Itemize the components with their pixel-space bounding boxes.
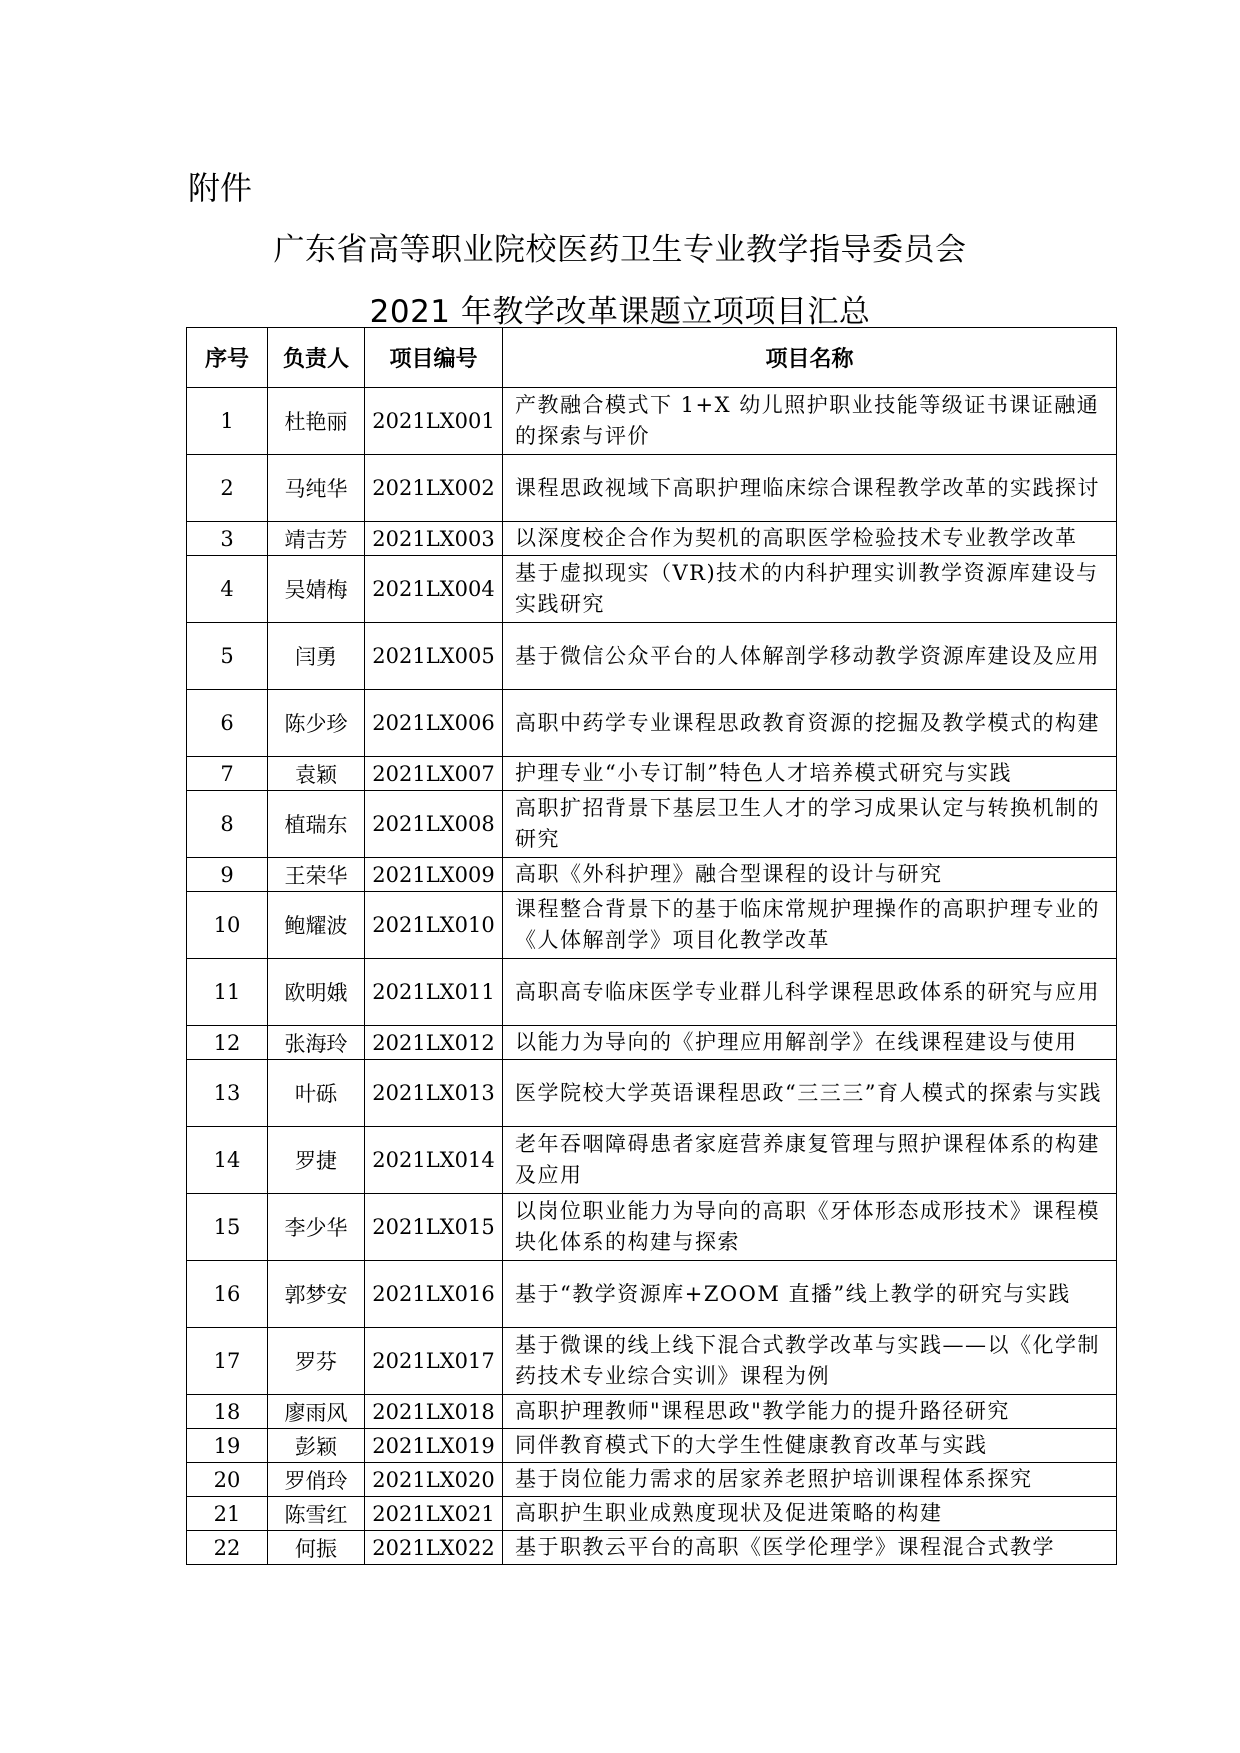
cell-leader: 陈雪红 — [268, 1497, 365, 1531]
cell-seq: 14 — [187, 1127, 268, 1194]
table-row — [187, 1026, 1117, 1060]
table-row — [187, 959, 1117, 1026]
cell-seq: 9 — [187, 858, 268, 892]
cell-leader: 李少华 — [268, 1194, 365, 1261]
cell-leader: 鲍耀波 — [268, 892, 365, 959]
cell-seq: 18 — [187, 1395, 268, 1429]
cell-project-name: 基于岗位能力需求的居家养老照护培训课程体系探究 — [503, 1463, 1117, 1497]
cell-leader: 陈少珍 — [268, 690, 365, 757]
cell-code: 2021LX001 — [365, 388, 503, 455]
cell-code: 2021LX011 — [365, 959, 503, 1026]
cell-code: 2021LX020 — [365, 1463, 503, 1497]
cell-leader: 欧明娥 — [268, 959, 365, 1026]
cell-code: 2021LX003 — [365, 522, 503, 556]
cell-project-name: 高职扩招背景下基层卫生人才的学习成果认定与转换机制的研究 — [503, 791, 1117, 858]
header-code: 项目编号 — [365, 328, 503, 388]
cell-project-name: 高职护理教师"课程思政"教学能力的提升路径研究 — [503, 1395, 1117, 1429]
cell-project-name: 高职高专临床医学专业群儿科学课程思政体系的研究与应用 — [503, 959, 1117, 1026]
cell-leader: 袁颖 — [268, 757, 365, 791]
cell-code: 2021LX002 — [365, 455, 503, 522]
cell-leader: 张海玲 — [268, 1026, 365, 1060]
cell-code: 2021LX022 — [365, 1531, 503, 1565]
cell-seq: 17 — [187, 1328, 268, 1395]
cell-seq: 11 — [187, 959, 268, 1026]
table-row — [187, 690, 1117, 757]
cell-project-name: 基于微课的线上线下混合式教学改革与实践——以《化学制药技术专业综合实训》课程为例 — [503, 1328, 1117, 1395]
cell-code: 2021LX016 — [365, 1261, 503, 1328]
project-table — [186, 327, 1117, 1565]
table-row — [187, 858, 1117, 892]
table-row — [187, 522, 1117, 556]
cell-leader: 罗芬 — [268, 1328, 365, 1395]
cell-seq: 3 — [187, 522, 268, 556]
cell-project-name: 同伴教育模式下的大学生性健康教育改革与实践 — [503, 1429, 1117, 1463]
table-row — [187, 1463, 1117, 1497]
cell-code: 2021LX010 — [365, 892, 503, 959]
table-row — [187, 1060, 1117, 1127]
cell-code: 2021LX018 — [365, 1395, 503, 1429]
document-title-line1: 广东省高等职业院校医药卫生专业教学指导委员会 — [273, 232, 967, 268]
table-row — [187, 455, 1117, 522]
cell-seq: 13 — [187, 1060, 268, 1127]
cell-project-name: 高职中药学专业课程思政教育资源的挖掘及教学模式的构建 — [503, 690, 1117, 757]
cell-leader: 杜艳丽 — [268, 388, 365, 455]
cell-leader: 彭颖 — [268, 1429, 365, 1463]
cell-leader: 王荣华 — [268, 858, 365, 892]
cell-seq: 15 — [187, 1194, 268, 1261]
cell-seq: 20 — [187, 1463, 268, 1497]
cell-leader: 郭梦安 — [268, 1261, 365, 1328]
cell-code: 2021LX017 — [365, 1328, 503, 1395]
cell-leader: 叶砾 — [268, 1060, 365, 1127]
cell-seq: 1 — [187, 388, 268, 455]
table-row — [187, 1531, 1117, 1565]
cell-project-name: 以深度校企合作为契机的高职医学检验技术专业教学改革 — [503, 522, 1117, 556]
cell-seq: 21 — [187, 1497, 268, 1531]
cell-project-name: 课程思政视域下高职护理临床综合课程教学改革的实践探讨 — [503, 455, 1117, 522]
cell-code: 2021LX004 — [365, 556, 503, 623]
table-row — [187, 1127, 1117, 1194]
cell-code: 2021LX008 — [365, 791, 503, 858]
document-title-line2: 2021 年教学改革课题立项项目汇总 — [369, 294, 871, 330]
cell-code: 2021LX021 — [365, 1497, 503, 1531]
cell-project-name: 医学院校大学英语课程思政“三三三”育人模式的探索与实践 — [503, 1060, 1117, 1127]
table-row — [187, 1429, 1117, 1463]
cell-code: 2021LX005 — [365, 623, 503, 690]
table-row — [187, 1395, 1117, 1429]
cell-project-name: 基于微信公众平台的人体解剖学移动教学资源库建设及应用 — [503, 623, 1117, 690]
cell-seq: 22 — [187, 1531, 268, 1565]
table-row — [187, 1261, 1117, 1328]
table-row — [187, 623, 1117, 690]
cell-leader: 闫勇 — [268, 623, 365, 690]
header-seq: 序号 — [187, 328, 268, 388]
table-header-row — [187, 328, 1117, 388]
table-row — [187, 757, 1117, 791]
cell-project-name: 高职《外科护理》融合型课程的设计与研究 — [503, 858, 1117, 892]
cell-project-name: 高职护生职业成熟度现状及促进策略的构建 — [503, 1497, 1117, 1531]
cell-code: 2021LX014 — [365, 1127, 503, 1194]
cell-project-name: 产教融合模式下 1+X 幼儿照护职业技能等级证书课证融通的探索与评价 — [503, 388, 1117, 455]
cell-leader: 罗捷 — [268, 1127, 365, 1194]
cell-code: 2021LX007 — [365, 757, 503, 791]
cell-project-name: 老年吞咽障碍患者家庭营养康复管理与照护课程体系的构建及应用 — [503, 1127, 1117, 1194]
cell-code: 2021LX009 — [365, 858, 503, 892]
cell-project-name: 基于职教云平台的高职《医学伦理学》课程混合式教学 — [503, 1531, 1117, 1565]
attachment-label: 附件 — [188, 169, 253, 207]
cell-leader: 靖吉芳 — [268, 522, 365, 556]
table-row — [187, 1194, 1117, 1261]
cell-project-name: 以能力为导向的《护理应用解剖学》在线课程建设与使用 — [503, 1026, 1117, 1060]
cell-code: 2021LX019 — [365, 1429, 503, 1463]
cell-leader: 廖雨风 — [268, 1395, 365, 1429]
cell-leader: 马纯华 — [268, 455, 365, 522]
cell-project-name: 基于“教学资源库+ZOOM 直播”线上教学的研究与实践 — [503, 1261, 1117, 1328]
cell-code: 2021LX013 — [365, 1060, 503, 1127]
cell-seq: 2 — [187, 455, 268, 522]
cell-project-name: 以岗位职业能力为导向的高职《牙体形态成形技术》课程模块化体系的构建与探索 — [503, 1194, 1117, 1261]
cell-leader: 吴婧梅 — [268, 556, 365, 623]
cell-project-name: 基于虚拟现实（VR)技术的内科护理实训教学资源库建设与实践研究 — [503, 556, 1117, 623]
table-row — [187, 1328, 1117, 1395]
table-row — [187, 892, 1117, 959]
cell-leader: 植瑞东 — [268, 791, 365, 858]
cell-seq: 7 — [187, 757, 268, 791]
cell-leader: 罗俏玲 — [268, 1463, 365, 1497]
cell-leader: 何振 — [268, 1531, 365, 1565]
header-name: 项目名称 — [503, 328, 1117, 388]
cell-code: 2021LX012 — [365, 1026, 503, 1060]
cell-seq: 19 — [187, 1429, 268, 1463]
cell-seq: 4 — [187, 556, 268, 623]
table-row — [187, 1497, 1117, 1531]
header-leader: 负责人 — [268, 328, 365, 388]
cell-code: 2021LX006 — [365, 690, 503, 757]
table-row — [187, 388, 1117, 455]
cell-seq: 10 — [187, 892, 268, 959]
cell-code: 2021LX015 — [365, 1194, 503, 1261]
cell-seq: 8 — [187, 791, 268, 858]
cell-seq: 12 — [187, 1026, 268, 1060]
cell-seq: 5 — [187, 623, 268, 690]
cell-seq: 16 — [187, 1261, 268, 1328]
cell-seq: 6 — [187, 690, 268, 757]
cell-project-name: 课程整合背景下的基于临床常规护理操作的高职护理专业的《人体解剖学》项目化教学改革 — [503, 892, 1117, 959]
table-row — [187, 791, 1117, 858]
table-body — [187, 388, 1117, 1565]
table-row — [187, 556, 1117, 623]
cell-project-name: 护理专业“小专订制”特色人才培养模式研究与实践 — [503, 757, 1117, 791]
